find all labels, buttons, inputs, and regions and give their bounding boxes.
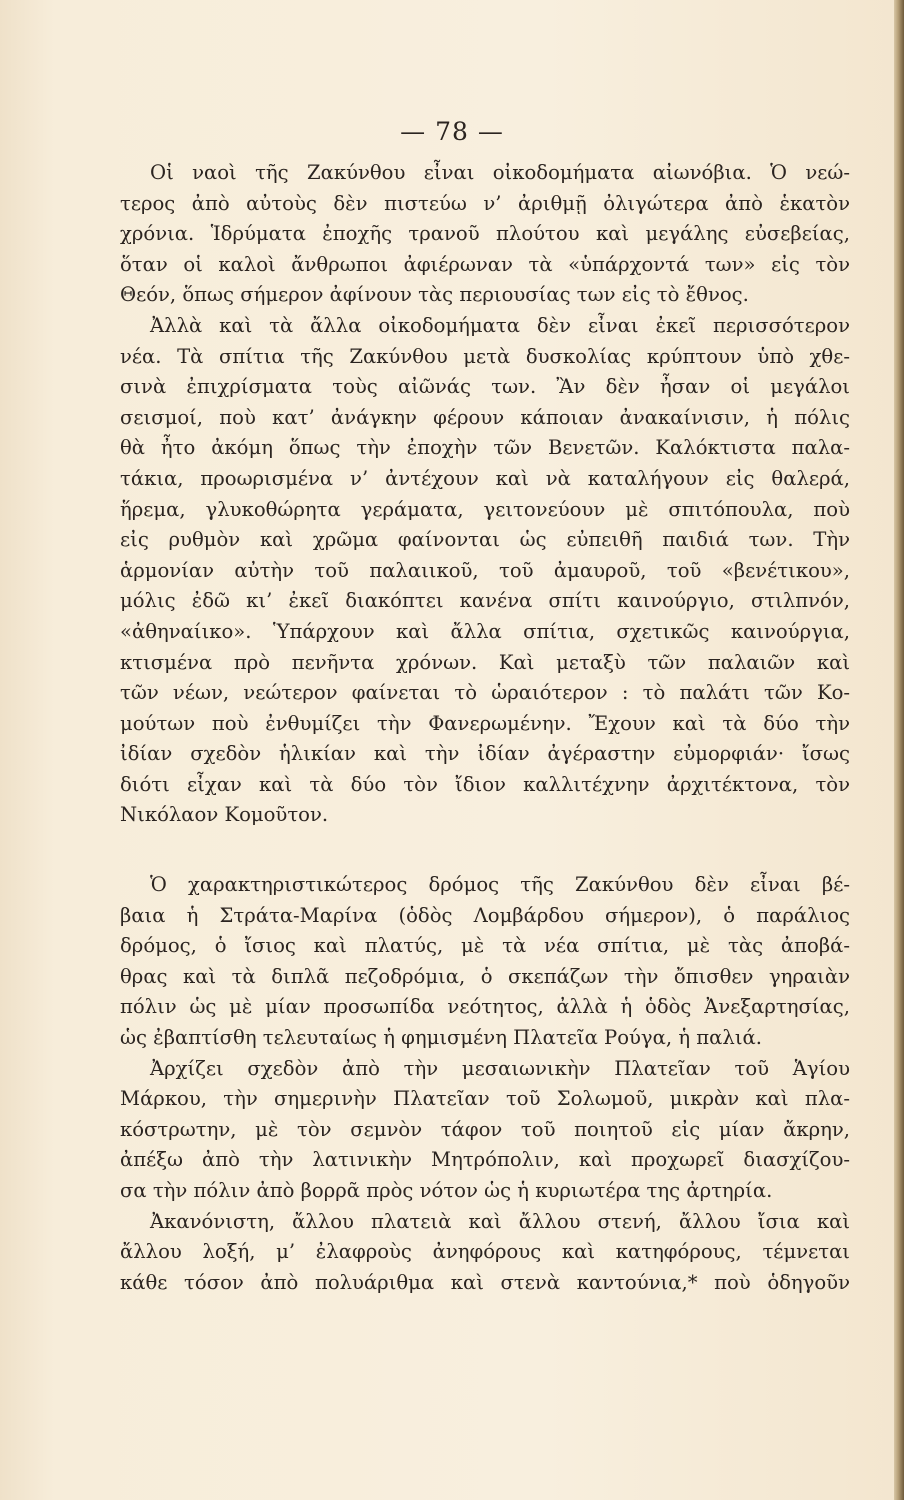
- text-line: Θεόν, ὅπως σήμερον ἀφίνουν τὰς περιουσίας των εἰς τὸ ἔθνος.: [120, 283, 749, 307]
- text-line: ἰδίαν σχεδὸν ἡλικίαν καὶ τὴν ἰδίαν ἀγέραστην εὐμορφιάν· ἴσως: [120, 742, 850, 766]
- text-line: ἁρμονίαν αὐτὴν τοῦ παλαιικοῦ, τοῦ ἀμαυροῦ, τοῦ «βενέτικου»,: [120, 558, 850, 582]
- text-line: ἥρεμα, γλυκοθώρητα γεράματα, γειτονεύουν μὲ σπιτόπουλα, ποὺ: [120, 497, 850, 521]
- text-line: θρας καὶ τὰ διπλᾶ πεζοδρόμια, ὁ σκεπάζων τὴν ὄπισθεν γηραιὰν: [120, 964, 850, 988]
- text-line: βαια ἡ Στράτα-Μαρίνα (ὁδὸς Λομβάρδου σήμερον), ὁ παράλιος: [120, 903, 850, 927]
- text-line: ἄλλου λοξή, μ’ ἐλαφροὺς ἀνηφόρους καὶ κατηφόρους, τέμνεται: [120, 1240, 850, 1264]
- body-text: [120, 158, 850, 1298]
- text-line: μόλις ἐδῶ κι’ ἐκεῖ διακόπτει κανένα σπίτι καινούργιο, στιλπνόν,: [120, 589, 850, 613]
- text-line: σεισμοί, ποὺ κατ’ ἀνάγκην φέρουν κάποιαν ἀνακαίνισιν, ἡ πόλις: [120, 405, 850, 429]
- text-line: κάθε τόσον ἀπὸ πολυάριθμα καὶ στενὰ καντούνια,* ποὺ ὁδηγοῦν: [120, 1270, 850, 1294]
- text-line: εἰς ρυθμὸν καὶ χρῶμα φαίνονται ὡς εὐπειθῆ παιδιά των. Τὴν: [120, 528, 850, 552]
- text-line: ὡς ἐβαπτίσθη τελευταίως ἡ φημισμένη Πλατεῖα Ρούγα, ἡ παλιά.: [120, 1026, 762, 1050]
- text-line: Νικόλαον Κομοῦτον.: [120, 803, 329, 827]
- text-line: τῶν νέων, νεώτερον φαίνεται τὸ ὡραιότερον : τὸ παλάτι τῶν Κο-: [120, 681, 850, 705]
- text-line: νέα. Τὰ σπίτια τῆς Ζακύνθου μετὰ δυσκολίας κρύπτουν ὑπὸ χθε-: [120, 344, 850, 368]
- text-line: ἀπέξω ἀπὸ τὴν λατινικὴν Μητρόπολιν, καὶ προχωρεῖ διασχίζου-: [120, 1148, 850, 1172]
- text-line: κτισμένα πρὸ πενῆντα χρόνων. Καὶ μεταξὺ τῶν παλαιῶν καὶ: [120, 650, 850, 674]
- page-number: — 78 —: [400, 117, 504, 146]
- text-line: Ὁ χαρακτηριστικώτερος δρόμος τῆς Ζακύνθου δὲν εἶναι βέ-: [150, 873, 850, 897]
- text-line: Μάρκου, τὴν σημερινὴν Πλατεῖαν τοῦ Σολωμοῦ, μικρὰν καὶ πλα-: [120, 1087, 850, 1111]
- text-line: κόστρωτην, μὲ τὸν σεμνὸν τάφον τοῦ ποιητοῦ εἰς μίαν ἄκρην,: [120, 1117, 850, 1141]
- text-line: ὅταν οἱ καλοὶ ἄνθρωποι ἀφιέρωναν τὰ «ὑπάρχοντά των» εἰς τὸν: [120, 252, 850, 276]
- section-gap: [120, 831, 850, 870]
- text-line: Ἀλλὰ καὶ τὰ ἄλλα οἰκοδομήματα δὲν εἶναι ἐκεῖ περισσότερον: [150, 313, 850, 337]
- text-line: Οἱ ναοὶ τῆς Ζακύνθου εἶναι οἰκοδομήματα αἰωνόβια. Ὁ νεώ-: [150, 161, 850, 184]
- text-line: τερος ἀπὸ αὐτοὺς δὲν πιστεύω ν’ ἀριθμῇ ὀλιγώτερα ἀπὸ ἑκατὸν: [120, 191, 850, 215]
- text-line: Ἀκανόνιστη, ἄλλου πλατειὰ καὶ ἄλλου στενή, ἄλλου ἴσια καὶ: [150, 1209, 850, 1233]
- text-line: Ἀρχίζει σχεδὸν ἀπὸ τὴν μεσαιωνικὴν Πλατεῖαν τοῦ Ἁγίου: [150, 1056, 850, 1080]
- text-line: τάκια, προωρισμένα ν’ ἀντέχουν καὶ νὰ καταλήγουν εἰς θαλερά,: [120, 466, 850, 490]
- text-line: διότι εἶχαν καὶ τὰ δύο τὸν ἴδιον καλλιτέχνην ἀρχιτέκτονα, τὸν: [120, 772, 850, 796]
- text-line: πόλιν ὡς μὲ μίαν προσωπίδα νεότητος, ἀλλὰ ἡ ὁδὸς Ἀνεξαρτησίας,: [120, 995, 850, 1019]
- text-line: σινὰ ἐπιχρίσματα τοὺς αἰῶνάς των. Ἂν δὲν ἦσαν οἱ μεγάλοι: [120, 375, 850, 399]
- text-line: μούτων ποὺ ἐνθυμίζει τὴν Φανερωμένην. Ἔχουν καὶ τὰ δύο τὴν: [120, 711, 850, 735]
- text-line: σα τὴν πόλιν ἀπὸ βορρᾶ πρὸς νότον ὡς ἡ κυριωτέρα της ἀρτηρία.: [120, 1179, 773, 1202]
- page-edge: [894, 0, 904, 1500]
- text-line: «ἀθηναίικο». Ὑπάρχουν καὶ ἄλλα σπίτια, σχετικῶς καινούργια,: [120, 619, 850, 643]
- text-line: θὰ ἦτο ἀκόμη ὅπως τὴν ἐποχὴν τῶν Βενετῶν. Καλόκτιστα παλα-: [120, 436, 850, 460]
- text-line: χρόνια. Ἱδρύματα ἐποχῆς τρανοῦ πλούτου καὶ μεγάλης εὐσεβείας,: [120, 222, 850, 246]
- text-line: δρόμος, ὁ ἴσιος καὶ πλατύς, μὲ τὰ νέα σπίτια, μὲ τὰς ἀποβά-: [120, 934, 850, 958]
